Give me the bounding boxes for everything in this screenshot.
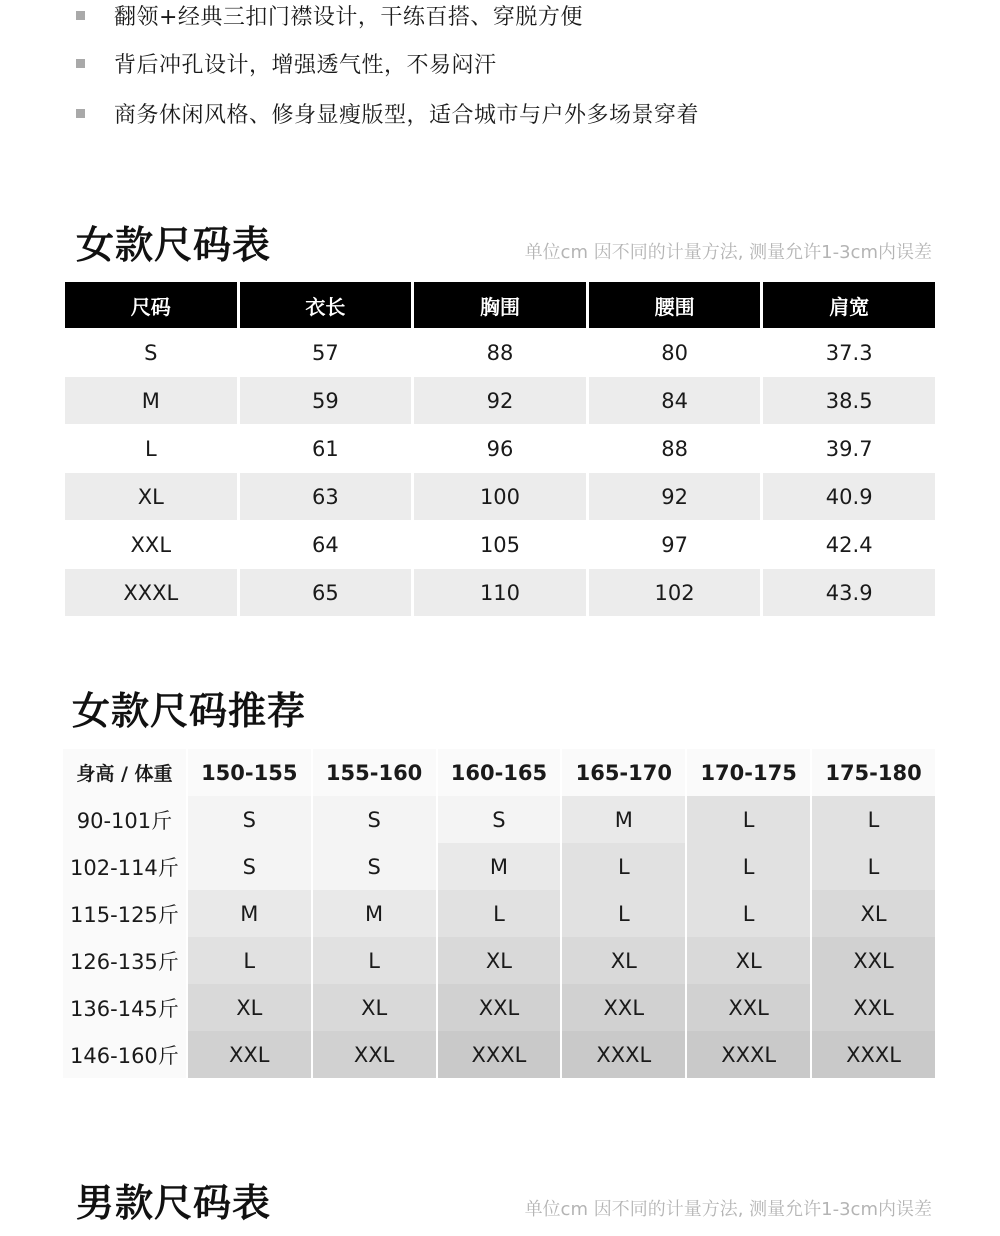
bullet-square-icon [76, 109, 85, 118]
measurement-cell: 97 [589, 520, 761, 568]
recommended-size-cell: XXXL [438, 1031, 561, 1078]
recommended-size-cell: XXXL [562, 1031, 685, 1078]
recommended-size-cell: S [188, 796, 311, 843]
recommended-size-cell: XXL [438, 984, 561, 1031]
weight-row-header: 102-114斤 [63, 843, 186, 890]
recommended-size-cell: XL [562, 937, 685, 984]
measurement-cell: 105 [414, 520, 586, 568]
recommended-size-cell: L [687, 796, 810, 843]
table-row [65, 520, 935, 568]
measurement-cell: 84 [589, 376, 761, 424]
column-header: 尺码 [65, 282, 237, 328]
height-header: 165-170 [562, 749, 685, 796]
recommended-size-cell: S [438, 796, 561, 843]
recommended-size-cell: XXL [188, 1031, 311, 1078]
recommended-size-cell: S [188, 843, 311, 890]
measurement-cell: 65 [240, 568, 412, 616]
recommended-size-cell: XL [438, 937, 561, 984]
measurement-cell: 61 [240, 424, 412, 472]
table-row [63, 1031, 935, 1078]
measurement-cell: 39.7 [763, 424, 935, 472]
feature-item [76, 98, 699, 128]
column-header: 胸围 [414, 282, 586, 328]
size-label-cell: XXL [65, 520, 237, 568]
recommended-size-cell: L [438, 890, 561, 937]
measurement-cell: 40.9 [763, 472, 935, 520]
weight-row-header: 90-101斤 [63, 796, 186, 843]
measurement-note: 单位cm 因不同的计量方法, 测量允许1-3cm内误差 [524, 1199, 932, 1220]
measurement-cell: 43.9 [763, 568, 935, 616]
table-row [63, 890, 935, 937]
measurement-cell: 92 [589, 472, 761, 520]
measurement-cell: 63 [240, 472, 412, 520]
recommended-size-cell: L [812, 843, 935, 890]
size-label-cell: S [65, 328, 237, 376]
table-row [63, 843, 935, 890]
recommend-table-body [63, 796, 935, 1078]
height-header: 160-165 [438, 749, 561, 796]
size-label-cell: L [65, 424, 237, 472]
recommended-size-cell: M [313, 890, 436, 937]
women-size-table [62, 282, 938, 616]
recommended-size-cell: M [188, 890, 311, 937]
women-recommend-table [61, 749, 937, 1078]
recommended-size-cell: M [562, 796, 685, 843]
recommended-size-cell: XXL [812, 984, 935, 1031]
table-header-row [65, 282, 935, 328]
measurement-cell: 88 [589, 424, 761, 472]
recommended-size-cell: L [313, 937, 436, 984]
women-recommend-title: 女款尺码推荐 [72, 689, 307, 733]
table-row [63, 796, 935, 843]
size-label-cell: XL [65, 472, 237, 520]
table-row [65, 424, 935, 472]
table-header-row [63, 749, 935, 796]
recommended-size-cell: XL [687, 937, 810, 984]
bullet-square-icon [76, 59, 85, 68]
recommended-size-cell: XXL [313, 1031, 436, 1078]
measurement-cell: 57 [240, 328, 412, 376]
table-row [65, 328, 935, 376]
measurement-cell: 80 [589, 328, 761, 376]
weight-row-header: 115-125斤 [63, 890, 186, 937]
recommended-size-cell: L [687, 843, 810, 890]
measurement-cell: 110 [414, 568, 586, 616]
weight-row-header: 126-135斤 [63, 937, 186, 984]
height-header: 150-155 [188, 749, 311, 796]
feature-text: 翻领+经典三扣门襟设计，干练百搭、穿脱方便 [114, 4, 583, 30]
column-header: 腰围 [589, 282, 761, 328]
measurement-cell: 96 [414, 424, 586, 472]
table-row [65, 472, 935, 520]
measurement-cell: 102 [589, 568, 761, 616]
recommended-size-cell: L [562, 843, 685, 890]
feature-item [76, 48, 497, 78]
recommended-size-cell: L [562, 890, 685, 937]
recommended-size-cell: XXL [687, 984, 810, 1031]
measurement-cell: 92 [414, 376, 586, 424]
recommended-size-cell: XL [812, 890, 935, 937]
measurement-cell: 64 [240, 520, 412, 568]
measurement-note: 单位cm 因不同的计量方法, 测量允许1-3cm内误差 [524, 242, 932, 263]
table-row [65, 376, 935, 424]
men-size-table-title: 男款尺码表 [76, 1181, 272, 1225]
weight-row-header: 136-145斤 [63, 984, 186, 1031]
feature-text: 背后冲孔设计，增强透气性，不易闷汗 [114, 52, 497, 78]
recommended-size-cell: XL [188, 984, 311, 1031]
size-label-cell: M [65, 376, 237, 424]
recommended-size-cell: XL [313, 984, 436, 1031]
size-table-body [65, 328, 935, 616]
measurement-cell: 37.3 [763, 328, 935, 376]
column-header: 衣长 [240, 282, 412, 328]
height-header: 155-160 [313, 749, 436, 796]
recommended-size-cell: M [438, 843, 561, 890]
table-row [63, 937, 935, 984]
corner-header: 身高 / 体重 [63, 749, 186, 796]
height-header: 170-175 [687, 749, 810, 796]
column-header: 肩宽 [763, 282, 935, 328]
recommended-size-cell: L [188, 937, 311, 984]
measurement-cell: 88 [414, 328, 586, 376]
recommended-size-cell: XXL [812, 937, 935, 984]
women-size-table-title: 女款尺码表 [76, 223, 272, 267]
recommended-size-cell: S [313, 796, 436, 843]
table-row [63, 984, 935, 1031]
table-row [65, 568, 935, 616]
feature-item [76, 0, 583, 30]
measurement-cell: 59 [240, 376, 412, 424]
recommended-size-cell: XXL [562, 984, 685, 1031]
recommended-size-cell: XXXL [687, 1031, 810, 1078]
recommended-size-cell: L [687, 890, 810, 937]
feature-text: 商务休闲风格、修身显瘦版型，适合城市与户外多场景穿着 [114, 102, 700, 128]
recommended-size-cell: L [812, 796, 935, 843]
weight-row-header: 146-160斤 [63, 1031, 186, 1078]
bullet-square-icon [76, 11, 85, 20]
height-header: 175-180 [812, 749, 935, 796]
measurement-cell: 100 [414, 472, 586, 520]
measurement-cell: 42.4 [763, 520, 935, 568]
recommended-size-cell: S [313, 843, 436, 890]
measurement-cell: 38.5 [763, 376, 935, 424]
recommended-size-cell: XXXL [812, 1031, 935, 1078]
size-label-cell: XXXL [65, 568, 237, 616]
